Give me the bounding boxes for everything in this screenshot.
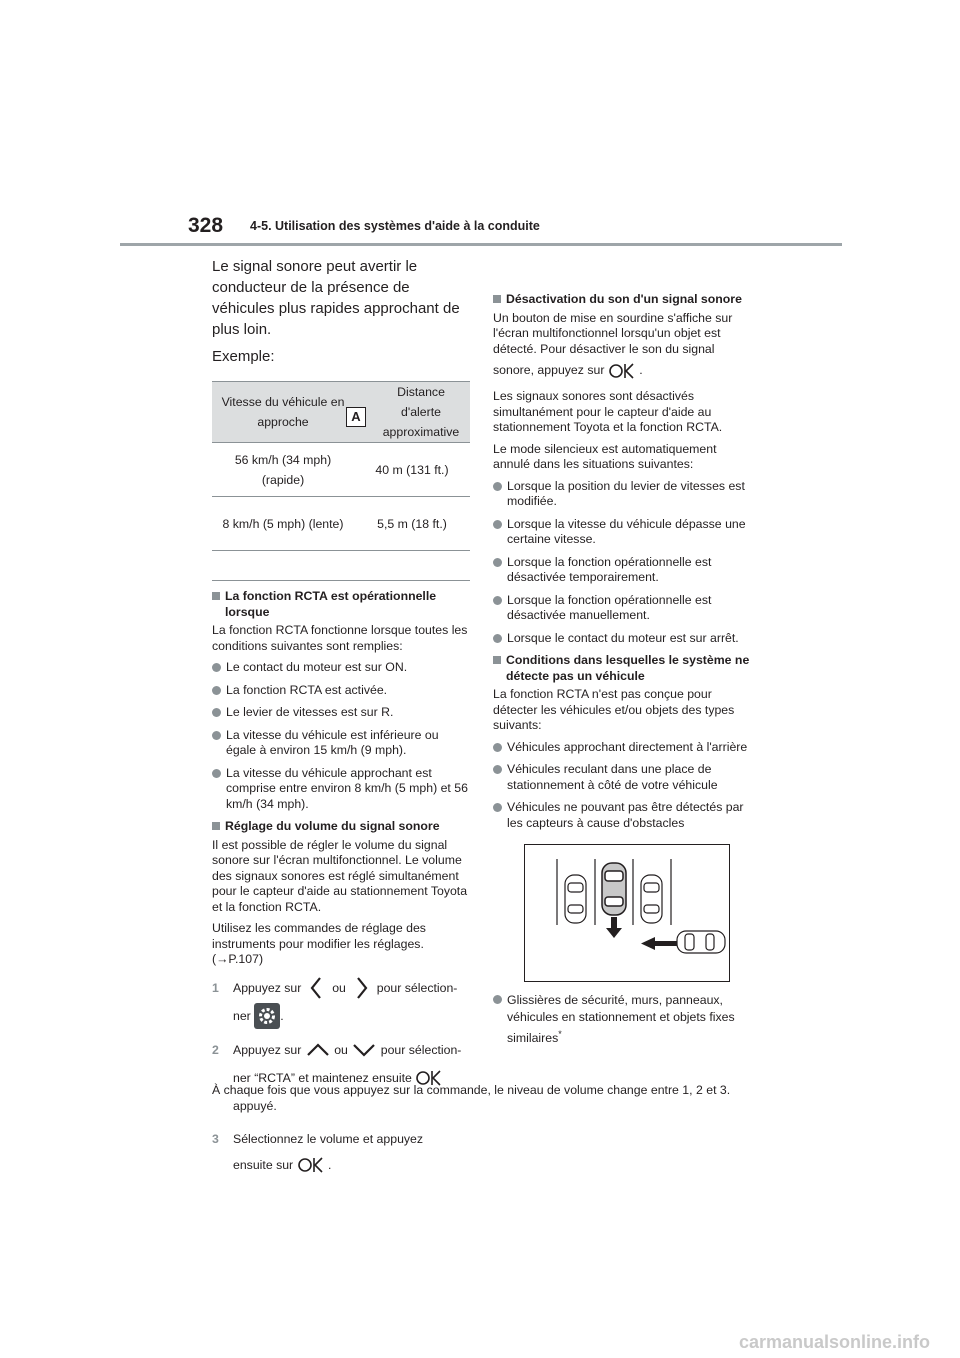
mute-text-2: Les signaux sonores sont désactivés simultanément pour le capteur d'aide au stationnement Toyota et la fonction RCTA. — [493, 389, 723, 434]
mute-text: Un bouton de mise en sourdine s'affiche sur l'écran multifonctionnel lorsqu'un objet est détecté. Pour désactiver le son du signal — [493, 310, 733, 356]
volume-text-2: Utilisez les commandes de réglage des instruments pour modifier les réglages. — [212, 921, 426, 951]
footnote-mark: * — [558, 1029, 562, 1039]
list-item: Lorsque la fonction opérationnelle est désactivée temporairement. — [493, 555, 755, 586]
intro-text: Le signal sonore peut avertir le conducteur de la présence de véhicules plus rapides approchant de plus loin. — [212, 258, 460, 338]
conditions-text: La fonction RCTA n'est pas conçue pour détecter les véhicules et/ou objets des types suivants: — [493, 687, 735, 732]
parking-illustration — [524, 844, 730, 982]
volume-ref: (→P.107) — [212, 952, 264, 966]
step-text: pour sélection- — [380, 1042, 462, 1057]
table-cell-distance: 5,5 m (18 ft.) — [354, 497, 470, 551]
list-item-text: Glissières de sécurité, murs, panneaux, véhicules en stationnement et objets fixes similaires — [507, 993, 735, 1046]
step-text: Sélectionnez le volume et appuyez — [233, 1131, 424, 1146]
header-rule — [120, 243, 842, 246]
step-2 — [212, 1036, 470, 1120]
step-text: . — [280, 1008, 284, 1023]
chevron-right-icon — [349, 975, 373, 1001]
list-item: Véhicules approchant directement à l'arrière — [493, 740, 755, 756]
step-number: 1 — [212, 980, 219, 995]
volume-heading: Réglage du volume du signal sonore — [212, 819, 470, 835]
list-item — [493, 992, 755, 1047]
rcta-heading: La fonction RCTA est opérationnelle lorsque — [212, 589, 470, 620]
list-item: Le contact du moteur est sur ON. — [212, 660, 470, 676]
volume-after-text: À chaque fois que vous appuyez sur la commande, le niveau de volume change entre 1, 2 et 3. — [212, 1083, 731, 1097]
alert-table-wrap — [212, 381, 470, 551]
list-item: La vitesse du véhicule est inférieure ou égale à environ 15 km/h (9 mph). — [212, 728, 470, 759]
list-item: La fonction RCTA est activée. — [212, 683, 470, 699]
step-number: 3 — [212, 1131, 219, 1146]
step-text: ner — [233, 1008, 251, 1023]
divider — [212, 580, 470, 581]
ok-icon — [297, 1156, 325, 1174]
rcta-text: La fonction RCTA fonctionne lorsque toutes les conditions suivantes sont remplies: — [212, 623, 468, 653]
step-3 — [212, 1126, 470, 1178]
list-item: La vitesse du véhicule approchant est comprise entre environ 8 km/h (5 mph) et 56 km/h (34 mph). — [212, 766, 470, 813]
chevron-down-icon — [351, 1040, 377, 1060]
step-number: 2 — [212, 1042, 219, 1057]
list-item: Lorsque la fonction opérationnelle est désactivée manuellement. — [493, 593, 755, 624]
footer-watermark — [0, 1330, 960, 1358]
car-icon — [602, 863, 626, 915]
table-header-speed: Vitesse du véhicule en approche — [212, 382, 354, 443]
step-text: appuyé. — [233, 1098, 277, 1113]
spacer — [493, 253, 755, 288]
step-text: Appuyez sur — [233, 980, 302, 995]
intro-example: Exemple: — [212, 348, 275, 365]
list-item: Véhicules reculant dans une place de stationnement à côté de votre véhicule — [493, 762, 755, 793]
step-text: Appuyez sur — [233, 1042, 302, 1057]
table-header-distance: Distance d'alerte approximative — [354, 382, 470, 443]
mute-text-part: . — [639, 363, 643, 377]
chevron-up-icon — [305, 1040, 331, 1060]
table-cell-distance: 40 m (131 ft.) — [354, 443, 470, 497]
arrow-left-icon — [641, 937, 681, 950]
mute-heading: Désactivation du son d'un signal sonore — [493, 292, 755, 308]
car-icon — [565, 875, 586, 923]
list-item: Le levier de vitesses est sur R. — [212, 705, 470, 721]
step-1 — [212, 974, 470, 1030]
right-column — [493, 253, 755, 1054]
list-item: Lorsque le contact du moteur est sur arrêt. — [493, 631, 755, 647]
parking-diagram — [525, 845, 729, 981]
intro — [212, 256, 470, 367]
marker-a: A — [346, 407, 366, 427]
step-text: . — [328, 1157, 332, 1172]
step-text: pour sélection- — [376, 980, 458, 995]
chevron-left-icon — [305, 975, 329, 1001]
table-cell-speed: 8 km/h (5 mph) (lente) — [212, 497, 354, 551]
gear-icon — [254, 1003, 280, 1029]
step-text: ou — [334, 1042, 348, 1057]
step-text: ou — [332, 980, 346, 995]
watermark-text: carmanualsonline.info — [738, 1332, 930, 1352]
car-icon — [641, 875, 662, 923]
volume-text: Il est possible de régler le volume du signal sonore sur l'écran multifonctionnel. Le volume des signaux sonores est réglé simultanément pour le capteur d'aide au stationnement Toyota et la fonction RCTA. — [212, 837, 468, 914]
mute-text-b — [493, 357, 755, 383]
conditions-heading: Conditions dans lesquelles le système ne détecte pas un véhicule — [493, 653, 755, 684]
arrow-down-icon — [606, 917, 622, 938]
ok-icon — [608, 362, 636, 380]
page-number: 328 — [188, 214, 224, 237]
section-title: 4-5. Utilisation des systèmes d'aide à la conduite — [250, 219, 540, 233]
left-column — [212, 256, 470, 1184]
mute-text-3: Le mode silencieux est automatiquement annulé dans les situations suivantes: — [493, 441, 717, 471]
step-text: ner “RCTA” et maintenez ensuite — [233, 1070, 412, 1085]
volume-after — [212, 1083, 731, 1105]
car-icon — [677, 931, 725, 953]
alert-distance-table — [212, 381, 470, 551]
table-cell-speed: 56 km/h (34 mph) (rapide) — [212, 443, 354, 497]
list-item: Lorsque la vitesse du véhicule dépasse une certaine vitesse. — [493, 517, 755, 548]
list-item: Lorsque la position du levier de vitesses est modifiée. — [493, 479, 755, 510]
step-text: ensuite sur — [233, 1157, 294, 1172]
mute-text-part: sonore, appuyez sur — [493, 363, 605, 377]
list-item: Véhicules ne pouvant pas être détectés par les capteurs à cause d'obstacles — [493, 800, 755, 831]
